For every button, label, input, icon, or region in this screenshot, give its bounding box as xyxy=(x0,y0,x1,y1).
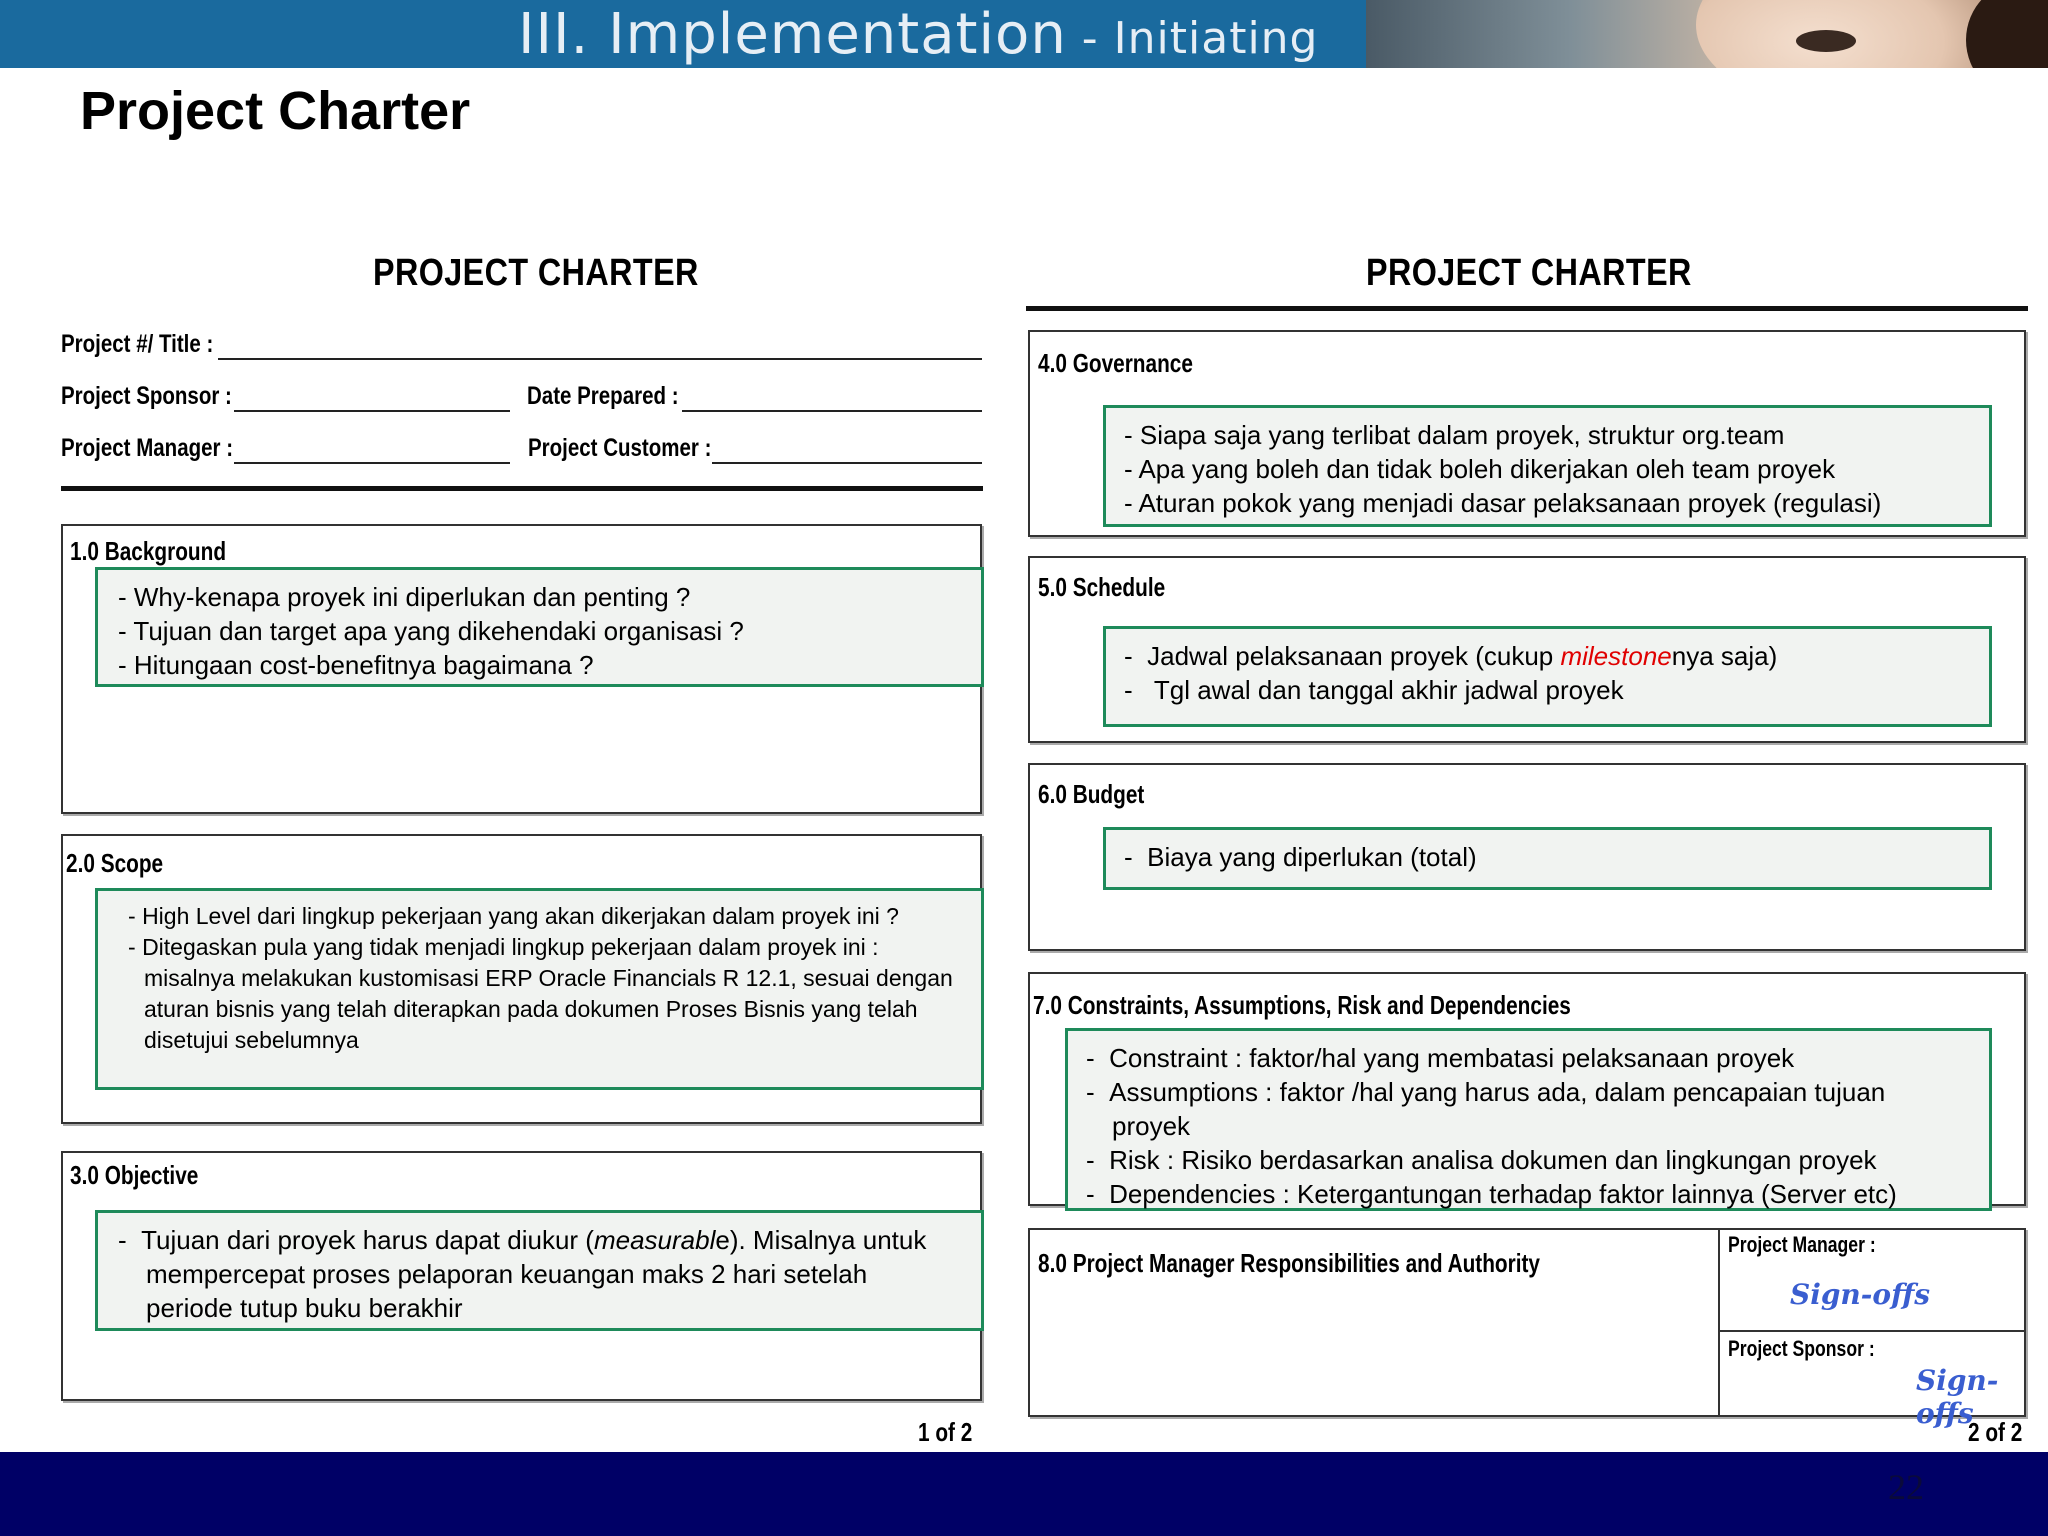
constraints-note-text: Risk : Risiko berdasarkan analisa dokumen dan lingkungan proyek xyxy=(1109,1145,1877,1175)
governance-label: 4.0 Governance xyxy=(1038,348,1193,378)
photo-hair xyxy=(1966,0,2048,68)
background-note-item: - Hitungaan cost-benefitnya bagaimana ? xyxy=(118,650,594,680)
scope-note-item: - High Level dari lingkup pekerjaan yang akan dikerjakan dalam proyek ini ? xyxy=(128,903,899,929)
header-title-sub: - Initiating xyxy=(1066,13,1319,64)
pm-signoff: Sign-offs xyxy=(1790,1278,1931,1311)
budget-note-item: - Biaya yang diperlukan (total) xyxy=(1124,842,1477,872)
objective-note-item: - Tujuan dari proyek harus dapat diukur (measurable). Misalnya untuk mempercepat proses pelaporan keuangan maks 2 hari setelah periode tutup buku berakhir xyxy=(118,1225,927,1323)
schedule-label: 5.0 Schedule xyxy=(1038,572,1166,602)
schedule-note xyxy=(1103,626,1992,727)
schedule-note-pre: Jadwal pelaksanaan proyek (cukup xyxy=(1147,641,1561,671)
date-prepared-line xyxy=(682,410,982,412)
objective-note-italic: measurabl xyxy=(593,1225,716,1255)
project-customer-line xyxy=(712,462,982,464)
project-title-line xyxy=(218,358,982,360)
schedule-note-item: - Tgl awal dan tanggal akhir jadwal proyek xyxy=(1124,675,1624,705)
footer-band xyxy=(0,1452,2048,1536)
right-page-number: 2 of 2 xyxy=(1968,1417,2023,1447)
scope-note-item: - Ditegaskan pula yang tidak menjadi lingkup pekerjaan dalam proyek ini : misalnya melakukan kustomisasi ERP Oracle Financials R 12.1, sesuai dengan aturan bisnis yang telah diterapkan pada dokumen Proses Bisnis yang telah disetujui sebelumnya xyxy=(128,934,953,1053)
constraints-note-item: - Constraint : faktor/hal yang membatasi pelaksanaan proyek xyxy=(1086,1043,1795,1073)
left-form-divider xyxy=(61,486,983,491)
background-label: 1.0 Background xyxy=(70,536,227,566)
constraints-note-text: Constraint : faktor/hal yang membatasi pelaksanaan proyek xyxy=(1109,1043,1795,1073)
scope-label: 2.0 Scope xyxy=(66,848,164,878)
background-note-item: - Why-kenapa proyek ini diperlukan dan penting ? xyxy=(118,582,691,612)
scope-note xyxy=(95,888,984,1090)
objective-note-post: e). Misalnya untuk mempercepat proses pelaporan keuangan maks 2 hari setelah periode tutup buku berakhir xyxy=(146,1225,927,1323)
sponsor-signoff: Sign-offs xyxy=(1916,1364,1999,1430)
left-form-heading: PROJECT CHARTER xyxy=(373,252,699,294)
governance-note-item: - Aturan pokok yang menjadi dasar pelaksanaan proyek (regulasi) xyxy=(1124,488,1882,518)
sponsor-signoff-label: Project Sponsor : xyxy=(1728,1336,1875,1361)
governance-note-item: - Apa yang boleh dan tidak boleh dikerjakan oleh team proyek xyxy=(1124,454,1836,484)
constraints-note-item: - Assumptions : faktor /hal yang harus ada, dalam pencapaian tujuan proyek xyxy=(1086,1077,1886,1141)
objective-note xyxy=(95,1210,984,1331)
field-project-sponsor: Project Sponsor : xyxy=(61,382,232,410)
governance-note-item: - Siapa saja yang terlibat dalam proyek, struktur org.team xyxy=(1124,420,1785,450)
governance-note xyxy=(1103,405,1992,527)
project-sponsor-line xyxy=(234,410,510,412)
field-date-prepared: Date Prepared : xyxy=(527,382,679,410)
header-title-main: III. Implementation xyxy=(518,2,1067,67)
constraints-note-item: - Dependencies : Ketergantungan terhadap faktor lainnya (Server etc) xyxy=(1086,1179,1897,1209)
budget-label: 6.0 Budget xyxy=(1038,779,1145,809)
constraints-note-text: Assumptions : faktor /hal yang harus ada, dalam pencapaian tujuan proyek xyxy=(1109,1077,1886,1141)
slide-number: 22 xyxy=(1888,1467,1924,1507)
scope-note-text: Ditegaskan pula yang tidak menjadi lingkup pekerjaan dalam proyek ini : misalnya melakukan kustomisasi ERP Oracle Financials R 12.1, sesuai dengan aturan bisnis yang telah diterapkan pada dokumen Proses Bisnis yang telah disetujui sebelumnya xyxy=(142,934,953,1053)
signoff-divider-vertical xyxy=(1718,1228,1720,1417)
scope-note-text: High Level dari lingkup pekerjaan yang akan dikerjakan dalam proyek ini ? xyxy=(142,903,899,929)
header-photo xyxy=(1366,0,2048,68)
constraints-label: 7.0 Constraints, Assumptions, Risk and Dependencies xyxy=(1033,990,1571,1020)
constraints-note xyxy=(1065,1028,1992,1211)
right-form-heading: PROJECT CHARTER xyxy=(1366,252,1692,294)
background-note-item: - Tujuan dan target apa yang dikehendaki organisasi ? xyxy=(118,616,744,646)
field-project-customer: Project Customer : xyxy=(528,434,712,462)
field-project-manager: Project Manager : xyxy=(61,434,234,462)
signoff-divider-horizontal xyxy=(1718,1330,2026,1332)
constraints-note-text: Dependencies : Ketergantungan terhadap faktor lainnya (Server etc) xyxy=(1109,1179,1897,1209)
schedule-note-item: - Jadwal pelaksanaan proyek (cukup milestonenya saja) xyxy=(1124,641,1778,671)
objective-label: 3.0 Objective xyxy=(70,1160,199,1190)
right-form-divider xyxy=(1026,306,2028,311)
background-note xyxy=(95,567,984,687)
pm-signoff-label: Project Manager : xyxy=(1728,1232,1876,1257)
schedule-note-highlight: milestone xyxy=(1560,641,1672,671)
budget-note-text: Biaya yang diperlukan (total) xyxy=(1147,842,1477,872)
pm-responsibilities-label: 8.0 Project Manager Responsibilities and Authority xyxy=(1038,1248,1541,1278)
schedule-note-post: nya saja) xyxy=(1671,641,1778,671)
schedule-note-text: Tgl awal dan tanggal akhir jadwal proyek xyxy=(1147,675,1624,705)
field-project-title: Project #/ Title : xyxy=(61,330,214,358)
slide-header-title xyxy=(518,2,1318,68)
left-page-number: 1 of 2 xyxy=(918,1417,973,1447)
project-manager-line xyxy=(234,462,510,464)
page-title: Project Charter xyxy=(80,81,471,141)
photo-eye xyxy=(1796,30,1856,52)
budget-note xyxy=(1103,827,1992,890)
objective-note-pre: Tujuan dari proyek harus dapat diukur ( xyxy=(141,1225,594,1255)
constraints-note-item: - Risk : Risiko berdasarkan analisa dokumen dan lingkungan proyek xyxy=(1086,1145,1877,1175)
